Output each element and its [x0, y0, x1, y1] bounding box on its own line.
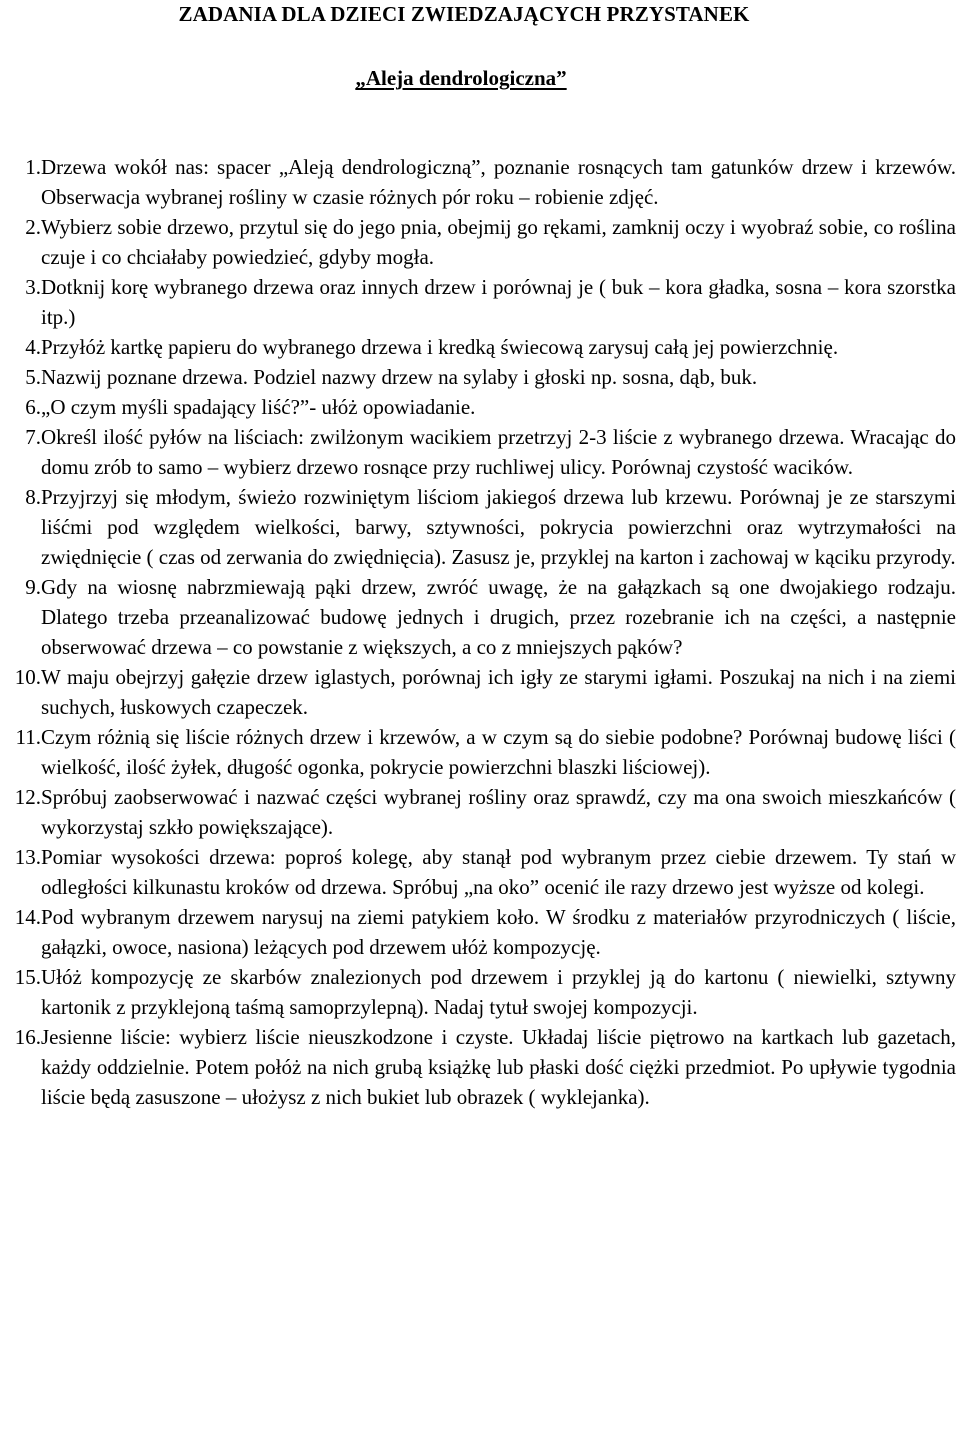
- task-text: Gdy na wiosnę nabrzmiewają pąki drzew, zwróć uwagę, że na gałązkach są one dwojakiego rodzaju. Dlatego trzeba przeanalizować budowę jednych i drugich, przez rozebranie ich na części, a następnie obserwować drzewa – co powstanie z większych, a co z mniejszych pąków?: [41, 575, 956, 659]
- task-item: [0, 842, 960, 902]
- task-number: 11.: [15, 725, 41, 749]
- task-number: 1.: [25, 155, 41, 179]
- task-number: 13.: [14, 845, 41, 869]
- task-text: Drzewa wokół nas: spacer „Aleją dendrologiczną”, poznanie rosnących tam gatunków drzew i krzewów. Obserwacja wybranej rośliny w czasie różnych pór roku – robienie zdjęć.: [41, 155, 956, 209]
- task-list: [0, 152, 960, 1112]
- task-text: Określ ilość pyłów na liściach: zwilżonym wacikiem przetrzyj 2-3 liście z wybranego drzewa. Wracając do domu zrób to samo – wybierz drzewo rosnące przy ruchliwej ulicy. Porównaj czystość wacików.: [41, 425, 956, 479]
- task-text: Spróbuj zaobserwować i nazwać części wybranej rośliny oraz sprawdź, czy ma ona swoich mieszkańców ( wykorzystaj szkło powiększające).: [41, 785, 956, 839]
- task-text: Przyłóż kartkę papieru do wybranego drzewa i kredką świecową zarysuj całą jej powierzchnię.: [41, 335, 839, 359]
- task-number: 15.: [14, 965, 41, 989]
- task-item: [0, 362, 960, 392]
- task-item: [0, 482, 960, 572]
- task-text: Ułóż kompozycję ze skarbów znalezionych pod drzewem i przyklej ją do kartonu ( niewielki, sztywny kartonik z przyklejoną taśmą samoprzylepną). Nadaj tytuł swojej kompozycji.: [41, 965, 956, 1019]
- task-item: [0, 902, 960, 962]
- task-text: Dotknij korę wybranego drzewa oraz innych drzew i porównaj je ( buk – kora gładka, sosna – kora szorstka itp.): [41, 275, 956, 329]
- task-text: Przyjrzyj się młodym, świeżo rozwiniętym liściom jakiegoś drzewa lub krzewu. Porównaj je ze starszymi liśćmi pod względem wielkości, barwy, sztywności, pokrycia powierzchni oraz wytrzymałości na zwiędnięcie ( czas od zerwania do zwiędnięcia). Zasusz je, przyklej na karton i zachowaj w kąciku przyrody.: [41, 485, 956, 569]
- task-item: [0, 572, 960, 662]
- task-number: 2.: [25, 215, 41, 239]
- task-item: [0, 332, 960, 362]
- task-item: [0, 962, 960, 1022]
- task-number: 8.: [25, 485, 41, 509]
- task-number: 16.: [14, 1025, 41, 1049]
- task-number: 14.: [14, 905, 41, 929]
- task-item: [0, 782, 960, 842]
- task-item: [0, 392, 960, 422]
- task-text: „O czym myśli spadający liść?”- ułóż opowiadanie.: [41, 395, 476, 419]
- task-number: 6.: [25, 395, 41, 419]
- task-number: 12.: [14, 785, 41, 809]
- task-item: [0, 662, 960, 722]
- task-number: 9.: [25, 575, 41, 599]
- task-text: Pod wybranym drzewem narysuj na ziemi patykiem koło. W środku z materiałów przyrodniczych ( liście, gałązki, owoce, nasiona) leżących pod drzewem ułóż kompozycję.: [41, 905, 956, 959]
- document-title: ZADANIA DLA DZIECI ZWIEDZAJĄCYCH PRZYSTANEK: [178, 2, 750, 26]
- task-text: Jesienne liście: wybierz liście nieuszkodzone i czyste. Układaj liście piętrowo na kartkach lub gazetach, każdy oddzielnie. Potem połóż na nich grubą książkę lub płaski dość ciężki przedmiot. Po upływie tygodnia liście będą zasuszone – ułożysz z nich bukiet lub obrazek ( wyklejanka).: [41, 1025, 956, 1109]
- task-item: [0, 722, 960, 782]
- task-text: W maju obejrzyj gałęzie drzew iglastych, porównaj ich igły ze starymi igłami. Poszukaj na nich i na ziemi suchych, łuskowych czapeczek.: [41, 665, 956, 719]
- task-text: Wybierz sobie drzewo, przytul się do jego pnia, obejmij go rękami, zamknij oczy i wyobraź sobie, co roślina czuje i co chciałaby powiedzieć, gdyby mogła.: [41, 215, 956, 269]
- task-text: Czym różnią się liście różnych drzew i krzewów, a w czym są do siebie podobne? Porównaj budowę liści ( wielkość, ilość żyłek, długość ogonka, pokrycie powierzchni blaszki liściowej).: [41, 725, 956, 779]
- task-number: 5.: [25, 365, 41, 389]
- task-number: 3.: [25, 275, 41, 299]
- task-item: [0, 152, 960, 212]
- task-number: 7.: [25, 425, 41, 449]
- task-item: [0, 422, 960, 482]
- task-item: [0, 272, 960, 332]
- task-item: [0, 1022, 960, 1112]
- document-subtitle: „Aleja dendrologiczna”: [355, 66, 567, 90]
- task-text: Nazwij poznane drzewa. Podziel nazwy drzew na sylaby i głoski np. sosna, dąb, buk.: [41, 365, 758, 389]
- task-number: 10.: [14, 665, 41, 689]
- task-text: Pomiar wysokości drzewa: poproś kolegę, aby stanął pod wybranym przez ciebie drzewem. Ty stań w odległości kilkunastu kroków od drzewa. Spróbuj „na oko” ocenić ile razy drzewo jest wyższe od kolegi.: [41, 845, 956, 899]
- task-number: 4.: [25, 335, 41, 359]
- task-item: [0, 212, 960, 272]
